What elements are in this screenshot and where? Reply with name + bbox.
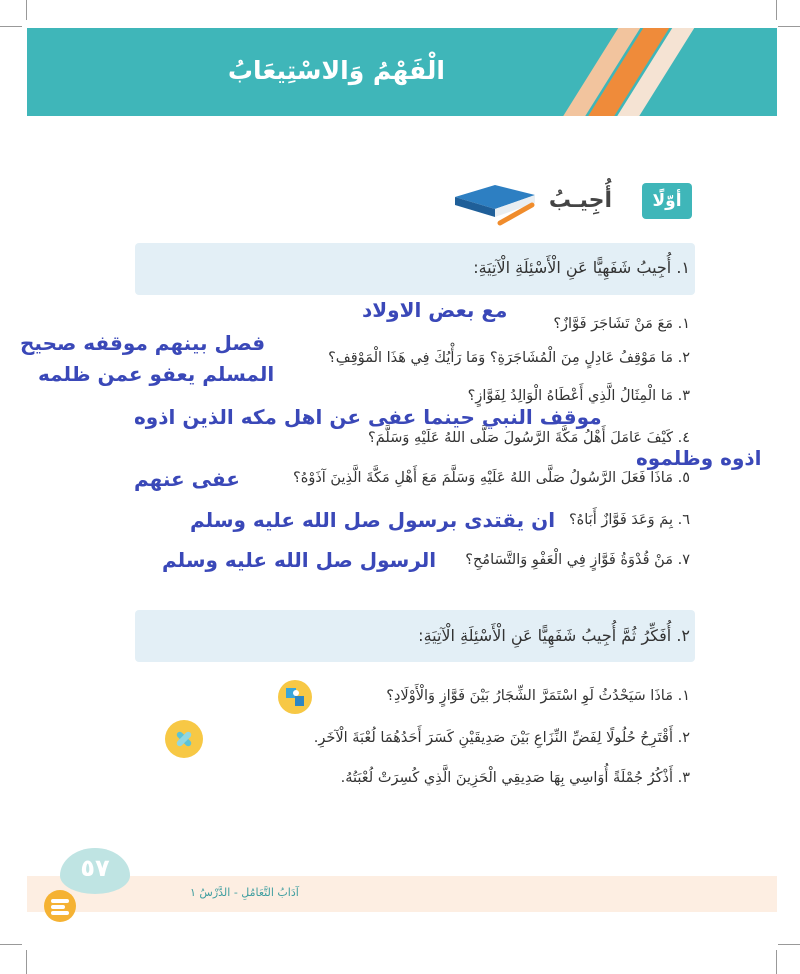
answer-2-line2: المسلم يعفو عمن ظلمه bbox=[38, 362, 275, 386]
section-title: أُجِيـبُ bbox=[548, 188, 612, 213]
crop-mark bbox=[776, 950, 777, 974]
part2-question-2: ٢. أَقْتَرِحُ حُلُولًا لِفَضِّ النِّزَاعِ بَيْنَ صَدِيقَيْنِ كَسَرَ أَحَدُهُمَا لُعْبَةَ الْآخَرِ. bbox=[313, 730, 690, 746]
footer-band bbox=[27, 876, 777, 912]
crop-mark bbox=[776, 0, 777, 20]
bandage-icon bbox=[165, 720, 203, 758]
question-5: ٥. مَاذَا فَعَلَ الرَّسُولُ صَلَّى اللهُ عَلَيْهِ وَسَلَّمَ مَعَ أَهْلِ مَكَّةَ الَّذِينَ آذَوْهُ؟ bbox=[293, 470, 690, 486]
question-7: ٧. مَنْ قُدْوَةُ فَوَّازٍ فِي الْعَفْوِ وَالتَّسَامُحِ؟ bbox=[465, 552, 690, 568]
answer-5: عفى عنهم bbox=[134, 467, 240, 491]
section-badge: أوّلًا bbox=[642, 183, 692, 219]
crop-mark bbox=[26, 0, 27, 20]
crop-mark bbox=[778, 26, 800, 27]
page-number: ٥٧ bbox=[80, 854, 110, 882]
question-3: ٣. مَا الْمِثَالُ الَّذِي أَعْطَاهُ الْوَالِدُ لِفَوَّازٍ؟ bbox=[467, 388, 690, 404]
question-6: ٦. بِمَ وَعَدَ فَوَّازٌ أَبَاهُ؟ bbox=[568, 512, 690, 528]
book-icon bbox=[450, 183, 540, 227]
part2-question-1: ١. مَاذَا سَيَحْدُثُ لَوِ اسْتَمَرَّ الشِّجَارُ بَيْنَ فَوَّازٍ وَالْأَوْلَادِ؟ bbox=[386, 688, 690, 704]
puzzle-icon bbox=[278, 680, 312, 714]
part1-heading: ١. أُجِيبُ شَفَهِيًّا عَنِ الْأَسْئِلَةِ الْآتِيَةِ: bbox=[473, 258, 690, 277]
crop-mark bbox=[0, 26, 22, 27]
answer-4: موقف النبي حينما عفى عن اهل مكه الذين اذوه bbox=[134, 405, 602, 429]
answer-2-line1: فصل بينهم موقفه صحيح bbox=[20, 331, 266, 355]
part2-question-3: ٣. أَذْكُرُ جُمْلَةً أُوَاسِي بِهَا صَدِيقِي الْحَزِينَ الَّذِي كُسِرَتْ لُعْبَتُهُ. bbox=[340, 770, 690, 786]
publisher-logo-icon bbox=[42, 888, 78, 924]
question-1: ١. مَعَ مَنْ تَشَاجَرَ فَوَّازٌ؟ bbox=[553, 316, 690, 332]
crop-mark bbox=[0, 944, 22, 945]
answer-4-continued: اذوه وظلموه bbox=[636, 446, 762, 470]
page-title: الْفَهْمُ وَالاسْتِيعَابُ bbox=[227, 56, 445, 85]
part2-heading: ٢. أُفَكِّرُ ثُمَّ أُجِيبُ شَفَهِيًّا عَنِ الْأَسْئِلَةِ الْآتِيَةِ: bbox=[418, 626, 690, 645]
crop-mark bbox=[778, 944, 800, 945]
footer-lesson: آدَابُ التَّعَامُلِ - الدَّرْسُ ١ bbox=[190, 886, 299, 899]
answer-1: مع بعض الاولاد bbox=[362, 298, 508, 322]
answer-7: الرسول صل الله عليه وسلم bbox=[162, 548, 437, 572]
question-2: ٢. مَا مَوْقِفُ عَادِلٍ مِنَ الْمُشَاجَرَةِ؟ وَمَا رَأْيُكَ فِي هَذَا الْمَوْقِفِ؟ bbox=[328, 350, 690, 366]
question-4: ٤. كَيْفَ عَامَلَ أَهْلُ مَكَّةَ الرَّسُولَ صَلَّى اللهُ عَلَيْهِ وَسَلَّمَ؟ bbox=[368, 430, 690, 446]
answer-6: ان يقتدى برسول صل الله عليه وسلم bbox=[190, 508, 556, 532]
crop-mark bbox=[26, 950, 27, 974]
